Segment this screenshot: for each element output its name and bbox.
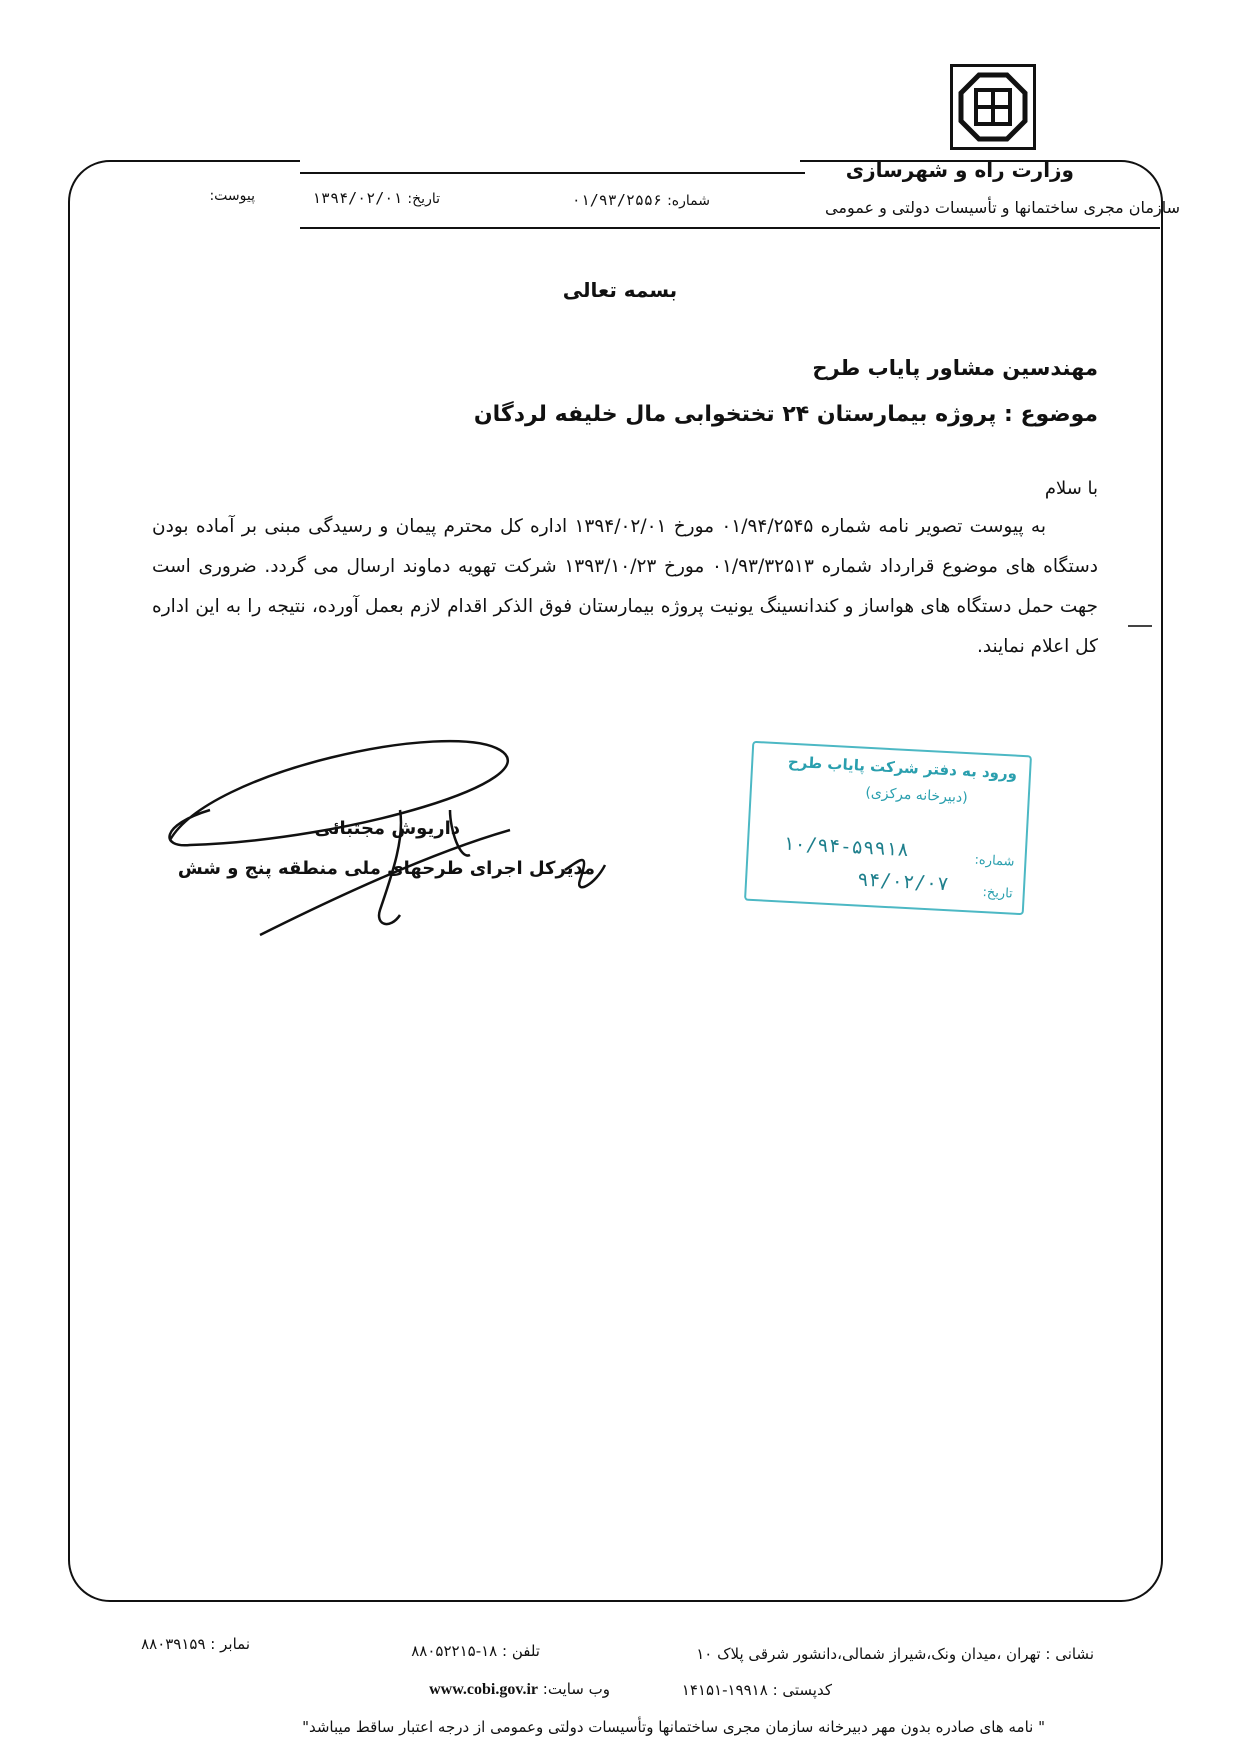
signer-name: داریوش مجتبائی — [314, 818, 460, 839]
basmala: بسمه تعالی — [562, 278, 678, 302]
receipt-stamp — [744, 741, 1032, 915]
stamp-subtitle: (دبیرخانه مرکزی) — [865, 784, 969, 807]
letter-date — [312, 188, 440, 207]
footer-website — [429, 1680, 610, 1699]
letter-date-label: تاریخ: — [407, 191, 440, 207]
letter-date-value: ۱۳۹۴/۰۲/۰۱ — [312, 189, 403, 207]
subject-line: موضوع : پروژه بیمارستان ۲۴ تختخوابی مال خلیفه لردگان — [473, 402, 1098, 427]
recipient: مهندسین مشاور پایاب طرح — [812, 356, 1098, 380]
salutation: با سلام — [1044, 478, 1098, 499]
footer-address: نشانی : تهران ،میدان ونک،شیراز شمالی،دانشور شرقی پلاک ۱۰ — [696, 1645, 1094, 1663]
footer-fax: نمابر : ۸۸۰۳۹۱۵۹ — [141, 1635, 250, 1653]
stamp-date-value: ۹۴/۰۲/۰۷ — [856, 868, 950, 896]
attachment-label: پیوست: — [209, 188, 255, 204]
organization-name: سازمان مجری ساختمانها و تأسیسات دولتی و عمومی — [825, 198, 1180, 217]
header-rule-top — [300, 172, 805, 174]
letter-number — [572, 190, 710, 209]
stamp-number-label: شماره: — [974, 852, 1015, 870]
footer-website-link[interactable]: www.cobi.gov.ir — [429, 1681, 538, 1698]
signer-title: مدیرکل اجرای طرحهای ملی منطقه پنج و شش — [177, 858, 595, 879]
ministry-logo — [950, 64, 1036, 150]
scan-artifact — [1128, 625, 1152, 627]
footer-validity-note: " نامه های صادره بدون مهر دبیرخانه سازمان مجری ساختمانها وتأسیسات دولتی وعمومی از درجه اعتبار ساقط میباشد" — [302, 1718, 1045, 1736]
handwritten-signature — [150, 730, 670, 970]
frame-gap — [300, 150, 800, 220]
stamp-date-label: تاریخ: — [982, 885, 1014, 902]
ministry-logo-icon — [953, 67, 1033, 147]
header-rule-bottom — [300, 227, 1160, 229]
ministry-name: وزارت راه و شهرسازی — [845, 158, 1074, 182]
footer-postal-code: کدپستی : ۱۹۹۱۸-۱۴۱۵۱ — [681, 1681, 832, 1699]
footer-website-label: وب سایت: — [542, 1680, 610, 1698]
stamp-number-value: ۱۰/۹۴-۵۹۹۱۸ — [782, 832, 910, 862]
footer-phone: تلفن : ۱۸-۸۸۰۵۲۲۱۵ — [411, 1642, 540, 1660]
letter-body: به پیوست تصویر نامه شماره ۰۱/۹۴/۲۵۴۵ مورخ ۱۳۹۴/۰۲/۰۱ اداره کل محترم پیمان و رسیدگی مبنی بر آماده بودن دستگاه های موضوع قرارداد شماره ۰۱/۹۳/۳۲۵۱۳ مورخ ۱۳۹۳/۱۰/۲۳ شرکت تهویه دماوند ارسال می گردد. ضروری است جهت حمل دستگاه های هواساز و کندانسینگ یونیت پروژه بیمارستان فوق الذکر اقدام لازم بعمل آورده، نتیجه را به این اداره کل اعلام نمایند. — [152, 516, 1098, 657]
stamp-title: ورود به دفتر شرکت پایاب طرح — [787, 752, 1018, 783]
letter-number-value: ۰۱/۹۳/۲۵۵۶ — [571, 191, 662, 209]
letter-number-label: شماره: — [667, 193, 710, 209]
